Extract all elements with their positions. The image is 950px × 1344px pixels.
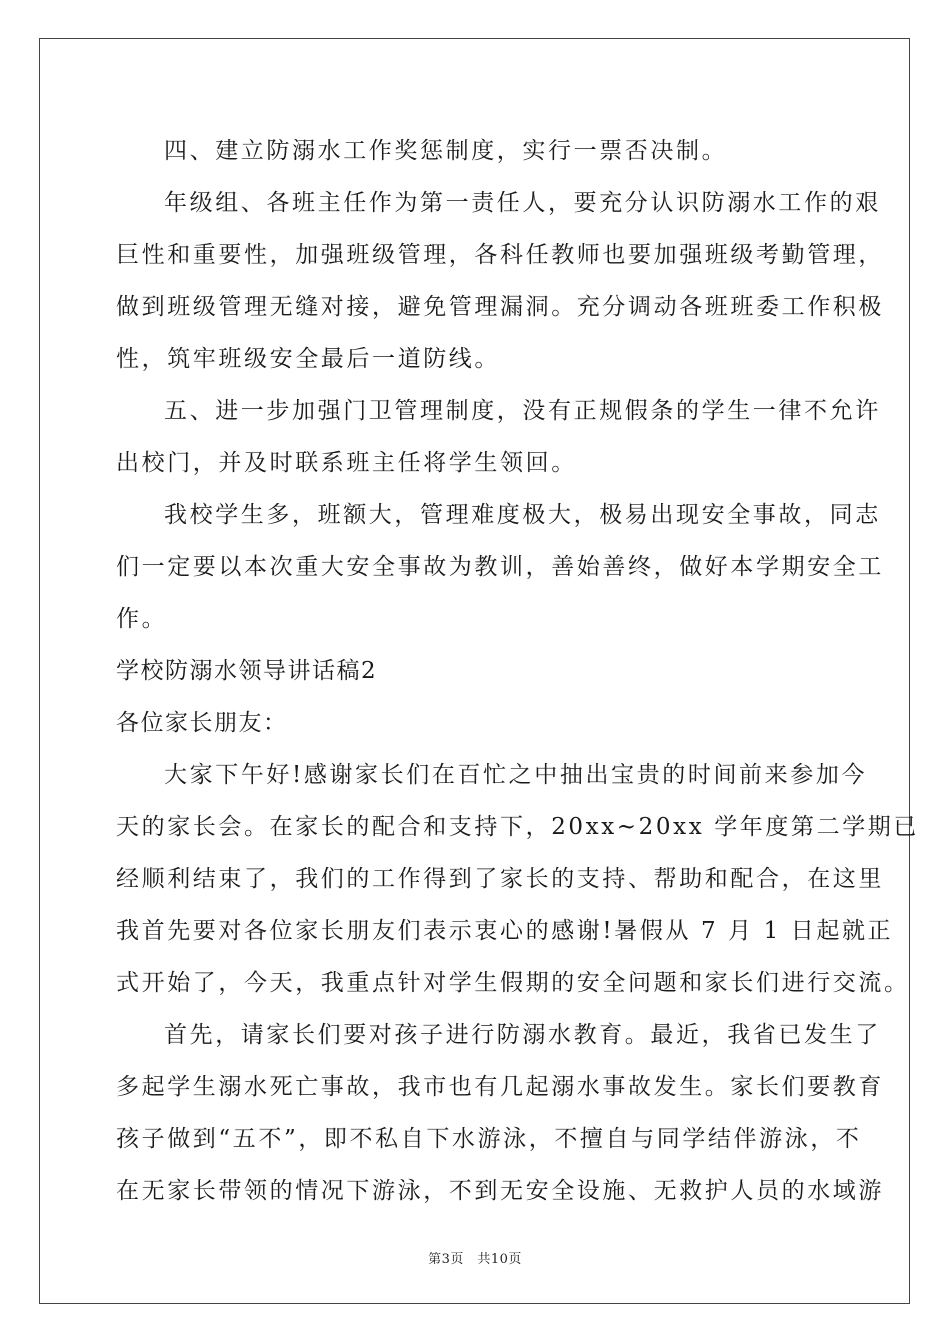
paragraph-line: 五、进一步加强门卫管理制度，没有正规假条的学生一律不允许 [164,398,881,424]
document-body [116,125,920,1217]
paragraph-line: 出校门，并及时联系班主任将学生领回。 [116,450,577,476]
paragraph-line: 式开始了，今天，我重点针对学生假期的安全问题和家长们进行交流。 [116,970,910,996]
paragraph-line: 年级组、各班主任作为第一责任人，要充分认识防溺水工作的艰 [164,190,881,216]
paragraph-line: 们一定要以本次重大安全事故为教训，善始善终，做好本学期安全工 [116,554,884,580]
paragraph-line: 巨性和重要性，加强班级管理，各科任教师也要加强班级考勤管理， [116,242,884,268]
salutation: 各位家长朋友： [116,710,288,736]
paragraph-line: 我校学生多，班额大，管理难度极大，极易出现安全事故，同志 [164,502,881,528]
paragraph-line: 作。 [116,606,168,632]
paragraph-line: 做到班级管理无缝对接，避免管理漏洞。充分调动各班班委工作积极 [116,294,884,320]
paragraph-line: 大家下午好!感谢家长们在百忙之中抽出宝贵的时间前来参加今 [164,762,868,788]
paragraph-line: 多起学生溺水死亡事故，我市也有几起溺水事故发生。家长们要教育 [116,1074,884,1100]
section-title: 学校防溺水领导讲话稿2 [116,658,378,684]
paragraph-line: 首先，请家长们要对孩子进行防溺水教育。最近，我省已发生了 [164,1022,881,1048]
paragraph-line: 天的家长会。在家长的配合和支持下，20xx~20xx 学年度第二学期已 [116,814,920,840]
paragraph-line: 孩子做到“五不”，即不私自下水游泳，不擅自与同学结伴游泳，不 [116,1126,862,1152]
paragraph-line: 性，筑牢班级安全最后一道防线。 [116,346,500,372]
paragraph-line: 经顺利结束了，我们的工作得到了家长的支持、帮助和配合，在这里 [116,866,884,892]
paragraph-line: 在无家长带领的情况下游泳，不到无安全设施、无救护人员的水域游 [116,1178,884,1204]
paragraph-line: 四、建立防溺水工作奖惩制度，实行一票否决制。 [164,138,728,164]
paragraph-line: 我首先要对各位家长朋友们表示衷心的感谢!暑假从 7 月 1 日起就正 [116,918,894,944]
page-number: 第3页 共10页 [428,1252,522,1267]
